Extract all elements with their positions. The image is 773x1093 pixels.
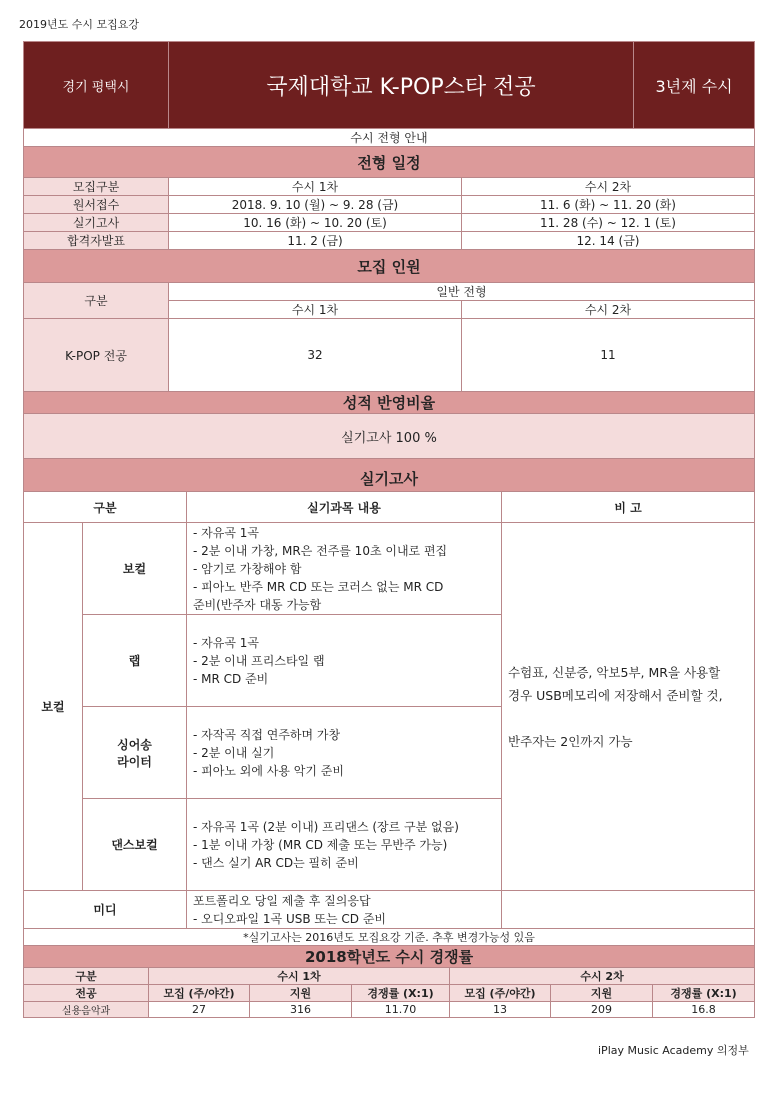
grade-ratio-heading: 성적 반영비율 xyxy=(24,392,755,414)
page-footer: iPlay Music Academy 의정부 xyxy=(598,1044,749,1057)
practical-item-name: 보컬 xyxy=(83,523,187,615)
page-title: 국제대학교 K-POP스타 전공 xyxy=(169,42,634,129)
competition-round1-label: 수시 1차 xyxy=(149,968,450,985)
practical-group-label: 보컬 xyxy=(24,523,83,891)
practical-col-content: 실기과목 내용 xyxy=(187,492,502,523)
schedule-row-label: 합격자발표 xyxy=(24,232,169,250)
grade-ratio-text: 실기고사 100 % xyxy=(24,414,755,459)
guide-label: 수시 전형 안내 xyxy=(24,129,755,147)
practical-col-note: 비 고 xyxy=(502,492,755,523)
schedule-cell: 11. 28 (수) ~ 12. 1 (토) xyxy=(462,214,755,232)
competition-cell: 16.8 xyxy=(653,1002,755,1018)
schedule-cell: 12. 14 (금) xyxy=(462,232,755,250)
recruit-round2-label: 수시 2차 xyxy=(462,301,755,319)
schedule-cell: 2018. 9. 10 (월) ~ 9. 28 (금) xyxy=(169,196,462,214)
recruit-count-round1: 32 xyxy=(169,319,462,392)
competition-subcol: 전공 xyxy=(24,985,149,1002)
practical-item-content: - 자작곡 직접 연주하며 가창 - 2분 이내 실기 - 피아노 외에 사용 악기 준비 xyxy=(187,707,502,799)
competition-cell: 316 xyxy=(250,1002,352,1018)
schedule-col-header: 수시 1차 xyxy=(169,178,462,196)
competition-subcol: 모집 (주/야간) xyxy=(149,985,250,1002)
recruit-round1-label: 수시 1차 xyxy=(169,301,462,319)
page-header: 2019년도 수시 모집요강 xyxy=(19,18,139,31)
practical-note: 수험표, 신분증, 악보5부, MR을 사용할 경우 USB메모리에 저장해서 준비할 것, 반주자는 2인까지 가능 xyxy=(502,523,755,891)
admission-guide-table xyxy=(23,41,755,499)
competition-cell: 27 xyxy=(149,1002,250,1018)
practical-exam-table xyxy=(23,491,755,946)
competition-cell: 11.70 xyxy=(352,1002,450,1018)
competition-subcol: 모집 (주/야간) xyxy=(450,985,551,1002)
recruit-heading: 모집 인원 xyxy=(24,250,755,283)
region-label: 경기 평택시 xyxy=(24,42,169,129)
practical-col-category: 구분 xyxy=(24,492,187,523)
schedule-heading: 전형 일정 xyxy=(24,147,755,178)
competition-round2-label: 수시 2차 xyxy=(450,968,755,985)
schedule-col-header: 수시 2차 xyxy=(462,178,755,196)
schedule-row-label: 실기고사 xyxy=(24,214,169,232)
practical-footnote: *실기고사는 2016년도 모집요강 기준. 추후 변경가능성 있음 xyxy=(24,929,755,946)
competition-subcol: 지원 xyxy=(250,985,352,1002)
program-label: 3년제 수시 xyxy=(634,42,755,129)
recruit-count-round2: 11 xyxy=(462,319,755,392)
practical-heading: 실기고사 xyxy=(24,459,755,499)
practical-item-content: - 자유곡 1곡 (2분 이내) 프리댄스 (장르 구분 없음) - 1분 이내 가창 (MR CD 제출 또는 무반주 가능) - 댄스 실기 AR CD는 필히 준비 xyxy=(187,799,502,891)
recruit-general-label: 일반 전형 xyxy=(169,283,755,301)
schedule-row-label: 원서접수 xyxy=(24,196,169,214)
practical-item-content: - 자유곡 1곡 - 2분 이내 가창, MR은 전주를 10초 이내로 편집 - 암기로 가창해야 함 - 피아노 반주 MR CD 또는 코러스 없는 MR CD 준비(반주자 대동 가능함 xyxy=(187,523,502,615)
schedule-col-header: 모집구분 xyxy=(24,178,169,196)
competition-subcol: 경쟁률 (X:1) xyxy=(653,985,755,1002)
competition-heading: 2018학년도 수시 경쟁률 xyxy=(24,946,755,968)
competition-cell: 13 xyxy=(450,1002,551,1018)
competition-cell: 실용음악과 xyxy=(24,1002,149,1018)
competition-subcol: 경쟁률 (X:1) xyxy=(352,985,450,1002)
schedule-cell: 11. 2 (금) xyxy=(169,232,462,250)
competition-cell: 209 xyxy=(551,1002,653,1018)
practical-item-content: - 자유곡 1곡 - 2분 이내 프리스타일 랩 - MR CD 준비 xyxy=(187,615,502,707)
practical-midi-label: 미디 xyxy=(24,891,187,929)
schedule-cell: 11. 6 (화) ~ 11. 20 (화) xyxy=(462,196,755,214)
practical-midi-content: 포트폴리오 당일 제출 후 질의응답 - 오디오파일 1곡 USB 또는 CD 준비 xyxy=(187,891,502,929)
competition-table xyxy=(23,945,755,1018)
competition-category-label: 구분 xyxy=(24,968,149,985)
recruit-major: K-POP 전공 xyxy=(24,319,169,392)
practical-item-name: 댄스보컬 xyxy=(83,799,187,891)
schedule-cell: 10. 16 (화) ~ 10. 20 (토) xyxy=(169,214,462,232)
practical-item-name: 랩 xyxy=(83,615,187,707)
practical-item-name: 싱어송 라이터 xyxy=(83,707,187,799)
recruit-category-label: 구분 xyxy=(24,283,169,319)
competition-subcol: 지원 xyxy=(551,985,653,1002)
